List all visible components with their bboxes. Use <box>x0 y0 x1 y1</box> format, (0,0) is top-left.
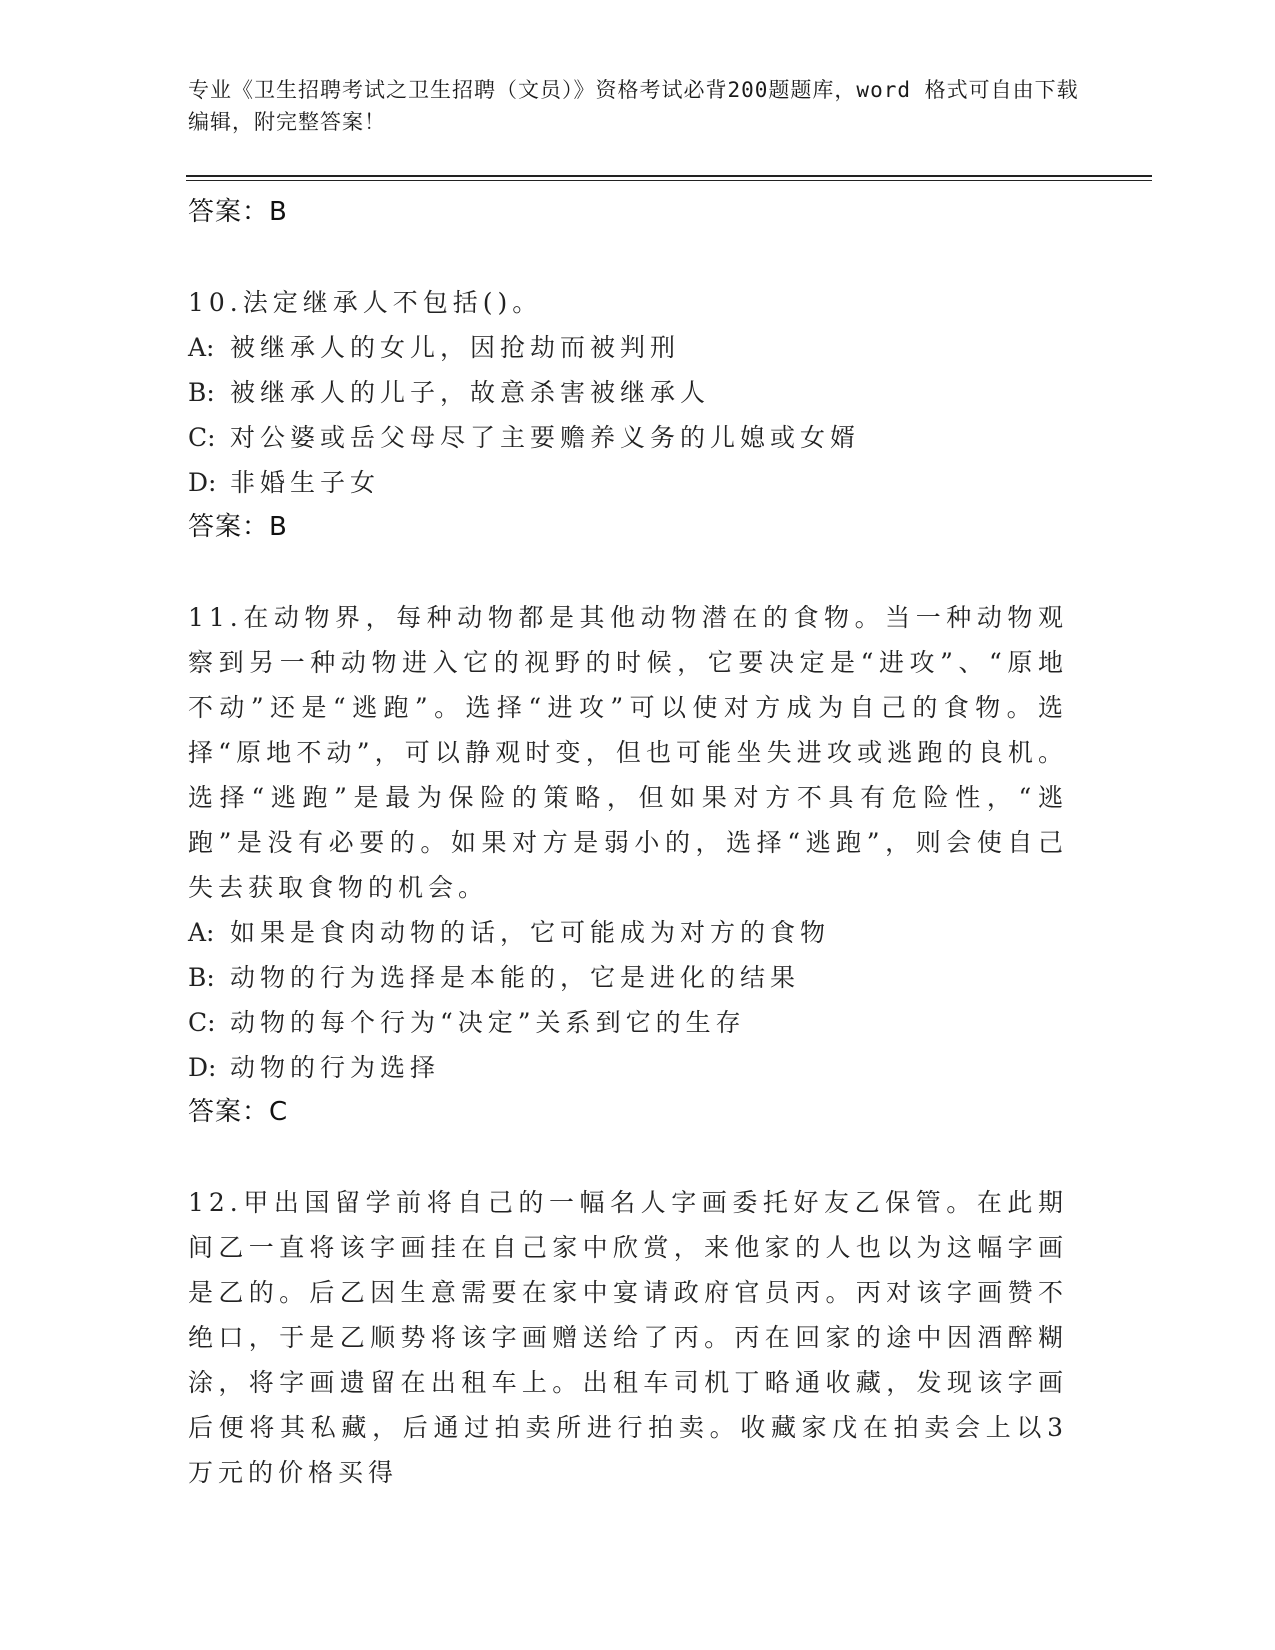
question-text: 法定继承人不包括()。 <box>242 288 543 317</box>
option-text: 如果是食肉动物的话，它可能成为对方的食物 <box>230 918 831 947</box>
option-key: D: <box>188 1053 217 1082</box>
option-a <box>188 910 1088 955</box>
question-number: 11. <box>188 603 243 632</box>
option-c <box>188 415 1088 460</box>
option-key: C: <box>188 1008 216 1037</box>
option-key: D: <box>188 468 217 497</box>
question-10 <box>188 280 1088 550</box>
page-content <box>188 190 1088 1495</box>
option-a <box>188 325 1088 370</box>
question-stem <box>188 280 1068 325</box>
answer-value: C <box>269 1097 289 1127</box>
option-text: 对公婆或岳父母尽了主要赡养义务的儿媳或女婿 <box>230 423 861 452</box>
option-b <box>188 370 1088 415</box>
document-header: 专业《卫生招聘考试之卫生招聘（文员）》资格考试必背200题题库，word 格式可自由下载编辑，附完整答案！ <box>188 78 1079 134</box>
option-text: 动物的每个行为“决定”关系到它的生存 <box>230 1008 746 1037</box>
option-b <box>188 955 1088 1000</box>
answer-line <box>188 190 1088 235</box>
option-text: 动物的行为选择是本能的，它是进化的结果 <box>230 963 801 992</box>
option-text: 非婚生子女 <box>230 468 381 497</box>
question-11 <box>188 595 1088 1135</box>
option-c <box>188 1000 1088 1045</box>
option-key: A: <box>188 333 215 362</box>
question-text: 甲出国留学前将自己的一幅名人字画委托好友乙保管。在此期间乙一直将该字画挂在自己家中欣赏，来他家的人也以为这幅字画是乙的。后乙因生意需要在家中宴请政府官员丙。丙对该字画赞不绝口，于是乙顺势将该字画赠送给了丙。丙在回家的途中因酒醉糊涂，将字画遗留在出租车上。出租车司机丁略通收藏，发现该字画后便将其私藏，后通过拍卖所进行拍卖。收藏家戊在拍卖会上以3万元的价格买得 <box>188 1188 1068 1487</box>
answer-line <box>188 505 1088 550</box>
answer-value: B <box>269 512 288 542</box>
answer-line <box>188 1090 1088 1135</box>
option-key: B: <box>188 378 215 407</box>
answer-value: B <box>269 197 288 227</box>
answer-label: 答案： <box>188 512 270 542</box>
answer-label: 答案： <box>188 1097 270 1127</box>
question-stem <box>188 595 1068 910</box>
question-12 <box>188 1180 1088 1495</box>
option-key: B: <box>188 963 215 992</box>
option-key: A: <box>188 918 215 947</box>
question-number: 10. <box>188 288 243 317</box>
option-d <box>188 1045 1088 1090</box>
question-number: 12. <box>188 1188 243 1217</box>
question-text: 在动物界，每种动物都是其他动物潜在的食物。当一种动物观察到另一种动物进入它的视野的时候，它要决定是“进攻”、“原地不动”还是“逃跑”。选择“进攻”可以使对方成为自己的食物。选择“原地不动”，可以静观时变，但也可能坐失进攻或逃跑的良机。选择“逃跑”是最为保险的策略，但如果对方不具有危险性，“逃跑”是没有必要的。如果对方是弱小的，选择“逃跑”，则会使自己失去获取食物的机会。 <box>188 603 1068 902</box>
answer-label: 答案： <box>188 197 270 227</box>
option-d <box>188 460 1088 505</box>
option-text: 动物的行为选择 <box>230 1053 441 1082</box>
header-rule-thin <box>186 180 1152 181</box>
option-key: C: <box>188 423 216 452</box>
question-stem <box>188 1180 1068 1495</box>
option-text: 被继承人的儿子，故意杀害被继承人 <box>230 378 711 407</box>
option-text: 被继承人的女儿，因抢劫而被判刑 <box>230 333 681 362</box>
header-rule-thick <box>186 175 1152 177</box>
